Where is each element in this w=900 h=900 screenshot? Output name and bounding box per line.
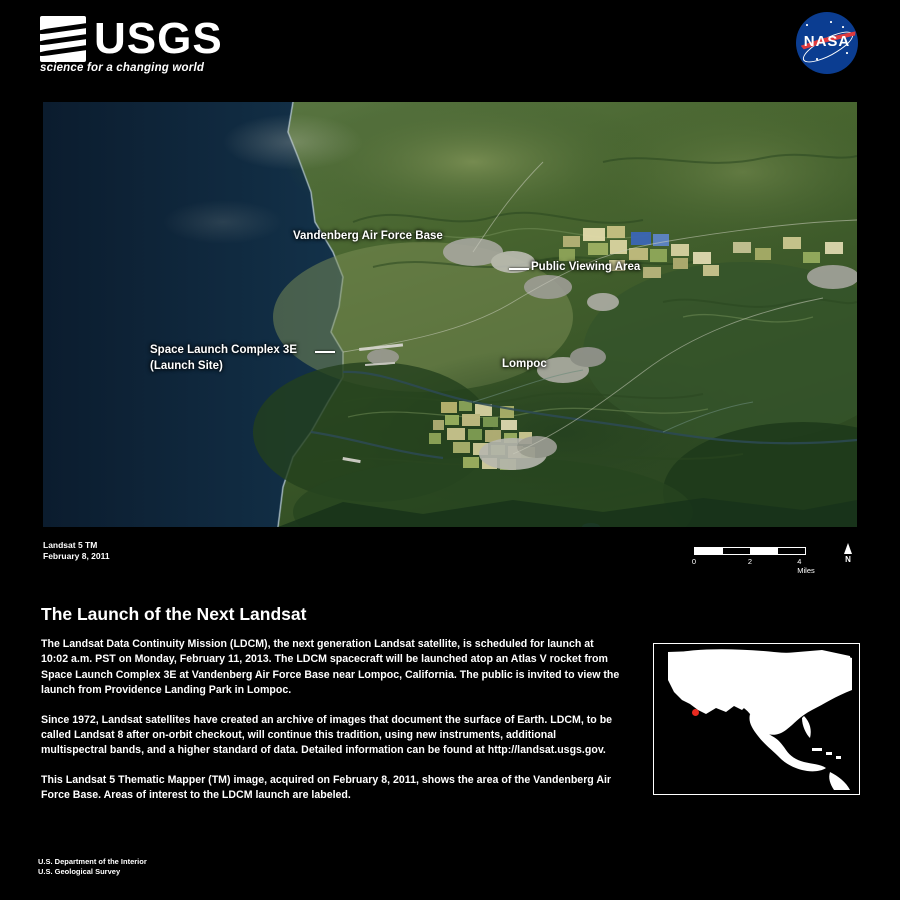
location-marker	[692, 709, 699, 716]
leader-line-public-viewing-area	[509, 268, 529, 270]
article-body	[41, 637, 623, 818]
nasa-logo-icon	[796, 12, 858, 74]
image-caption-date: February 8, 2011	[43, 551, 110, 561]
article-paragraph-1: The Landsat Data Continuity Mission (LDCM), the next generation Landsat satellite, is scheduled for launch at 10:02 a.m. PST on Monday, February 11, 2013. The LDCM spacecraft will be launched atop an Atlas V rocket from Space Launch Complex 3E at Vandenberg Air Force Base near Lompoc, California. The public is invited to view the launch from Providence Landing Park in Lompoc.	[41, 638, 620, 697]
page-title: The Launch of the Next Landsat	[41, 604, 307, 624]
usgs-wordmark: USGS	[94, 14, 223, 63]
leader-line-launch-site	[315, 351, 335, 353]
locator-map-render	[654, 644, 856, 791]
image-caption-sensor: Landsat 5 TM	[43, 540, 98, 550]
satellite-image	[43, 102, 857, 527]
scale-tick-0: 0	[691, 557, 697, 566]
header	[0, 0, 900, 100]
nasa-wordmark: NASA	[803, 33, 851, 50]
map-label-space-launch-complex: Space Launch Complex 3E	[150, 344, 297, 356]
usgs-waves-icon	[40, 16, 86, 62]
scale-bar	[691, 547, 815, 575]
footer-department: U.S. Department of the Interior	[38, 857, 147, 866]
scale-tick-2: 4 Miles	[797, 557, 815, 575]
footer-survey: U.S. Geological Survey	[38, 867, 121, 876]
satellite-image-render	[43, 102, 857, 527]
usgs-logo	[40, 16, 223, 62]
north-arrow-icon	[836, 543, 860, 571]
scale-tick-1: 2	[747, 557, 753, 566]
usgs-tagline: science for a changing world	[40, 62, 205, 74]
map-label-lompoc: Lompoc	[502, 358, 547, 370]
locator-map	[653, 643, 860, 795]
article-paragraph-3: This Landsat 5 Thematic Mapper (TM) image, acquired on February 8, 2011, shows the area of the Vandenberg Air Force Base. Areas of interest to the LDCM launch are labeled.	[41, 773, 612, 802]
image-caption	[43, 540, 110, 562]
article-paragraph-2: Since 1972, Landsat satellites have created an archive of images that document the surface of Earth. LDCM, to be called Landsat 8 after on-orbit checkout, will continue this tradition, using new instruments, additional multispectral bands, and a higher standard of data. Detailed information can be found at http://landsat.usgs.gov.	[41, 713, 613, 757]
map-label-launch-site: (Launch Site)	[150, 360, 223, 372]
footer	[38, 857, 147, 877]
map-label-vandenberg: Vandenberg Air Force Base	[293, 230, 443, 242]
north-arrow-label: N	[845, 555, 851, 564]
map-label-public-viewing-area: Public Viewing Area	[531, 261, 641, 273]
